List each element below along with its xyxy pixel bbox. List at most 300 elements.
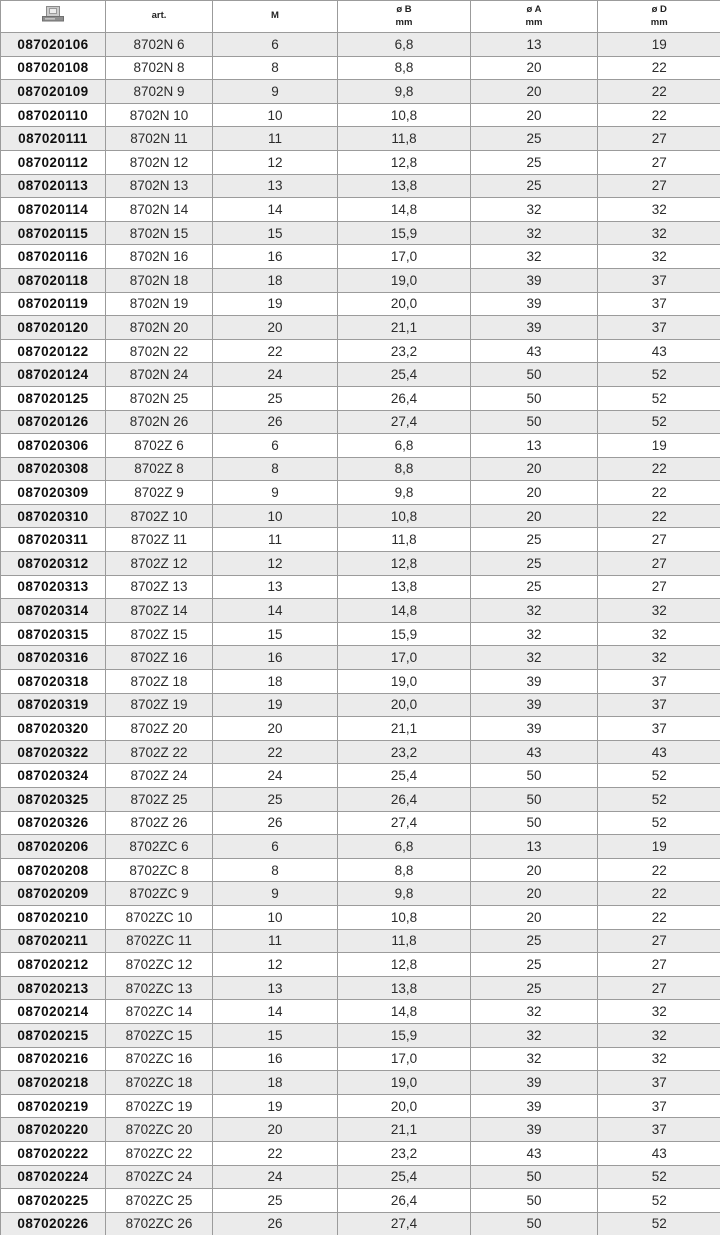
cell-b: 25,4	[338, 363, 471, 387]
cell-b: 9,8	[338, 481, 471, 505]
table-row	[1, 150, 720, 174]
table-row	[1, 481, 720, 505]
table-row	[1, 929, 720, 953]
cell-a: 32	[471, 198, 598, 222]
cell-ean: 087020116	[1, 245, 106, 269]
cell-art: 8702ZC 11	[106, 929, 213, 953]
cell-a: 32	[471, 1000, 598, 1024]
cell-ean: 087020309	[1, 481, 106, 505]
cell-ean: 087020222	[1, 1141, 106, 1165]
cell-art: 8702Z 6	[106, 434, 213, 458]
cell-m: 10	[213, 905, 338, 929]
cell-a: 50	[471, 811, 598, 835]
cell-d: 27	[598, 528, 720, 552]
cell-b: 19,0	[338, 268, 471, 292]
table-row	[1, 693, 720, 717]
cell-b: 21,1	[338, 717, 471, 741]
cell-b: 25,4	[338, 1165, 471, 1189]
cell-d: 27	[598, 929, 720, 953]
cell-d: 32	[598, 599, 720, 623]
cell-b: 14,8	[338, 198, 471, 222]
cell-art: 8702ZC 22	[106, 1141, 213, 1165]
table-row	[1, 1071, 720, 1095]
cell-d: 37	[598, 693, 720, 717]
cell-b: 8,8	[338, 457, 471, 481]
cell-m: 9	[213, 80, 338, 104]
cell-a: 50	[471, 1212, 598, 1235]
table-row	[1, 339, 720, 363]
cell-a: 43	[471, 740, 598, 764]
cell-a: 32	[471, 221, 598, 245]
cell-a: 32	[471, 1047, 598, 1071]
cell-ean: 087020115	[1, 221, 106, 245]
cell-d: 27	[598, 575, 720, 599]
cell-art: 8702N 26	[106, 410, 213, 434]
table-row	[1, 127, 720, 151]
cell-b: 15,9	[338, 1023, 471, 1047]
table-row	[1, 1212, 720, 1235]
header-art	[106, 1, 213, 33]
cell-b: 11,8	[338, 929, 471, 953]
cell-art: 8702Z 13	[106, 575, 213, 599]
cell-art: 8702N 20	[106, 316, 213, 340]
table-row	[1, 316, 720, 340]
cell-m: 15	[213, 221, 338, 245]
cell-a: 32	[471, 1023, 598, 1047]
cell-m: 10	[213, 504, 338, 528]
cell-d: 22	[598, 858, 720, 882]
cell-ean: 087020322	[1, 740, 106, 764]
cell-art: 8702N 10	[106, 103, 213, 127]
cell-b: 6,8	[338, 434, 471, 458]
cell-d: 37	[598, 316, 720, 340]
header-diam-d	[598, 1, 720, 33]
cell-a: 32	[471, 646, 598, 670]
cell-a: 50	[471, 410, 598, 434]
cell-art: 8702N 15	[106, 221, 213, 245]
header-diam-b-label: ø B	[396, 4, 412, 16]
cell-b: 25,4	[338, 764, 471, 788]
cell-a: 39	[471, 1094, 598, 1118]
table-row	[1, 622, 720, 646]
cell-a: 39	[471, 268, 598, 292]
cell-ean: 087020206	[1, 835, 106, 859]
cell-art: 8702Z 22	[106, 740, 213, 764]
cell-d: 27	[598, 127, 720, 151]
table-row	[1, 740, 720, 764]
cell-m: 19	[213, 292, 338, 316]
cell-a: 39	[471, 693, 598, 717]
cell-art: 8702Z 19	[106, 693, 213, 717]
table-row	[1, 1047, 720, 1071]
header-ean	[1, 1, 106, 33]
cell-art: 8702N 16	[106, 245, 213, 269]
cell-m: 24	[213, 363, 338, 387]
cell-d: 37	[598, 717, 720, 741]
cell-art: 8702ZC 18	[106, 1071, 213, 1095]
cell-m: 16	[213, 646, 338, 670]
cell-art: 8702Z 14	[106, 599, 213, 623]
cell-a: 20	[471, 858, 598, 882]
cell-b: 11,8	[338, 127, 471, 151]
cell-b: 15,9	[338, 221, 471, 245]
cell-ean: 087020306	[1, 434, 106, 458]
cell-b: 17,0	[338, 1047, 471, 1071]
cell-b: 19,0	[338, 1071, 471, 1095]
cell-b: 14,8	[338, 599, 471, 623]
cell-ean: 087020112	[1, 150, 106, 174]
cell-d: 27	[598, 552, 720, 576]
cell-art: 8702N 14	[106, 198, 213, 222]
cell-art: 8702Z 12	[106, 552, 213, 576]
table-row	[1, 905, 720, 929]
cell-m: 13	[213, 976, 338, 1000]
cell-d: 32	[598, 198, 720, 222]
cell-m: 8	[213, 457, 338, 481]
cell-m: 12	[213, 150, 338, 174]
cell-b: 19,0	[338, 670, 471, 694]
cell-ean: 087020325	[1, 788, 106, 812]
table-row	[1, 80, 720, 104]
cell-d: 43	[598, 1141, 720, 1165]
table-row	[1, 670, 720, 694]
cell-b: 12,8	[338, 953, 471, 977]
cell-d: 27	[598, 953, 720, 977]
cell-m: 15	[213, 1023, 338, 1047]
cell-a: 32	[471, 245, 598, 269]
cell-b: 10,8	[338, 905, 471, 929]
table-row	[1, 717, 720, 741]
cell-a: 20	[471, 882, 598, 906]
table-row	[1, 1094, 720, 1118]
cell-b: 11,8	[338, 528, 471, 552]
cell-m: 10	[213, 103, 338, 127]
cell-m: 9	[213, 481, 338, 505]
cell-ean: 087020113	[1, 174, 106, 198]
cell-b: 14,8	[338, 1000, 471, 1024]
cell-d: 27	[598, 976, 720, 1000]
cell-d: 43	[598, 339, 720, 363]
cell-a: 25	[471, 127, 598, 151]
cell-a: 32	[471, 622, 598, 646]
cell-ean: 087020324	[1, 764, 106, 788]
cell-b: 6,8	[338, 33, 471, 57]
cell-m: 14	[213, 599, 338, 623]
cell-art: 8702N 18	[106, 268, 213, 292]
cell-art: 8702N 9	[106, 80, 213, 104]
cell-art: 8702Z 15	[106, 622, 213, 646]
table-row	[1, 858, 720, 882]
cell-a: 25	[471, 528, 598, 552]
cell-a: 25	[471, 150, 598, 174]
cell-ean: 087020219	[1, 1094, 106, 1118]
cell-a: 20	[471, 481, 598, 505]
cell-art: 8702ZC 8	[106, 858, 213, 882]
cell-a: 50	[471, 363, 598, 387]
cell-d: 32	[598, 1000, 720, 1024]
cell-b: 23,2	[338, 339, 471, 363]
cell-d: 19	[598, 33, 720, 57]
cell-d: 52	[598, 1212, 720, 1235]
cell-m: 16	[213, 245, 338, 269]
cell-m: 18	[213, 1071, 338, 1095]
table-row	[1, 764, 720, 788]
cell-b: 12,8	[338, 552, 471, 576]
cell-b: 10,8	[338, 103, 471, 127]
cell-b: 8,8	[338, 858, 471, 882]
cell-art: 8702Z 25	[106, 788, 213, 812]
cell-art: 8702ZC 6	[106, 835, 213, 859]
cell-d: 52	[598, 811, 720, 835]
cell-m: 25	[213, 1189, 338, 1213]
cell-a: 20	[471, 56, 598, 80]
cell-b: 20,0	[338, 1094, 471, 1118]
table-row	[1, 434, 720, 458]
table-row	[1, 174, 720, 198]
cell-a: 25	[471, 575, 598, 599]
cell-ean: 087020106	[1, 33, 106, 57]
cell-m: 18	[213, 670, 338, 694]
cell-a: 50	[471, 1189, 598, 1213]
header-m-label: M	[271, 10, 279, 22]
cell-m: 16	[213, 1047, 338, 1071]
cell-art: 8702Z 8	[106, 457, 213, 481]
cell-art: 8702Z 11	[106, 528, 213, 552]
cell-art: 8702N 24	[106, 363, 213, 387]
cell-m: 22	[213, 339, 338, 363]
table-row	[1, 33, 720, 57]
cell-m: 11	[213, 528, 338, 552]
cell-ean: 087020313	[1, 575, 106, 599]
cell-d: 52	[598, 1189, 720, 1213]
cell-b: 21,1	[338, 1118, 471, 1142]
cell-d: 27	[598, 174, 720, 198]
cell-m: 14	[213, 198, 338, 222]
cell-d: 52	[598, 410, 720, 434]
cell-a: 25	[471, 953, 598, 977]
cell-d: 52	[598, 788, 720, 812]
cell-m: 13	[213, 575, 338, 599]
cell-ean: 087020314	[1, 599, 106, 623]
table-row	[1, 528, 720, 552]
cell-m: 8	[213, 858, 338, 882]
table-row	[1, 56, 720, 80]
cell-art: 8702N 12	[106, 150, 213, 174]
cell-art: 8702ZC 24	[106, 1165, 213, 1189]
table-row	[1, 1141, 720, 1165]
cell-m: 22	[213, 740, 338, 764]
cell-d: 19	[598, 835, 720, 859]
table-row	[1, 363, 720, 387]
cell-d: 22	[598, 103, 720, 127]
cell-d: 22	[598, 80, 720, 104]
cell-a: 25	[471, 552, 598, 576]
table-row	[1, 976, 720, 1000]
cell-art: 8702N 6	[106, 33, 213, 57]
cell-d: 32	[598, 1047, 720, 1071]
cell-m: 24	[213, 764, 338, 788]
cell-a: 50	[471, 764, 598, 788]
cell-m: 26	[213, 1212, 338, 1235]
cell-art: 8702N 22	[106, 339, 213, 363]
cell-b: 20,0	[338, 693, 471, 717]
cell-d: 32	[598, 1023, 720, 1047]
cell-ean: 087020109	[1, 80, 106, 104]
cell-ean: 087020120	[1, 316, 106, 340]
table-row	[1, 1023, 720, 1047]
header-diam-d-unit: mm	[650, 16, 668, 28]
cell-a: 13	[471, 835, 598, 859]
cell-m: 19	[213, 1094, 338, 1118]
cell-a: 39	[471, 316, 598, 340]
cell-a: 43	[471, 1141, 598, 1165]
cell-ean: 087020209	[1, 882, 106, 906]
table-row	[1, 646, 720, 670]
cell-a: 20	[471, 457, 598, 481]
cell-ean: 087020110	[1, 103, 106, 127]
table-row	[1, 221, 720, 245]
cell-a: 20	[471, 905, 598, 929]
cell-ean: 087020125	[1, 386, 106, 410]
cell-art: 8702ZC 25	[106, 1189, 213, 1213]
cell-ean: 087020118	[1, 268, 106, 292]
cell-b: 17,0	[338, 646, 471, 670]
table-row	[1, 103, 720, 127]
cell-m: 20	[213, 1118, 338, 1142]
cell-m: 8	[213, 56, 338, 80]
cell-art: 8702ZC 10	[106, 905, 213, 929]
table-row	[1, 835, 720, 859]
cell-d: 37	[598, 292, 720, 316]
cell-b: 6,8	[338, 835, 471, 859]
cell-a: 25	[471, 174, 598, 198]
cell-b: 13,8	[338, 174, 471, 198]
cell-a: 39	[471, 292, 598, 316]
cell-ean: 087020225	[1, 1189, 106, 1213]
cell-art: 8702ZC 26	[106, 1212, 213, 1235]
cell-ean: 087020226	[1, 1212, 106, 1235]
cell-ean: 087020122	[1, 339, 106, 363]
cell-ean: 087020208	[1, 858, 106, 882]
cell-art: 8702Z 20	[106, 717, 213, 741]
cell-b: 27,4	[338, 410, 471, 434]
cell-a: 20	[471, 504, 598, 528]
cell-art: 8702ZC 14	[106, 1000, 213, 1024]
table-header	[1, 1, 720, 33]
cell-a: 13	[471, 434, 598, 458]
cell-a: 20	[471, 80, 598, 104]
cell-art: 8702N 19	[106, 292, 213, 316]
table-row	[1, 575, 720, 599]
header-diam-b	[338, 1, 471, 33]
cell-m: 12	[213, 953, 338, 977]
cell-a: 39	[471, 717, 598, 741]
cell-m: 25	[213, 386, 338, 410]
cell-ean: 087020316	[1, 646, 106, 670]
cell-b: 10,8	[338, 504, 471, 528]
cell-ean: 087020215	[1, 1023, 106, 1047]
header-m	[213, 1, 338, 33]
cell-a: 39	[471, 1118, 598, 1142]
cell-b: 8,8	[338, 56, 471, 80]
cell-ean: 087020220	[1, 1118, 106, 1142]
cell-ean: 087020320	[1, 717, 106, 741]
cell-m: 20	[213, 316, 338, 340]
table-row	[1, 1165, 720, 1189]
cell-a: 25	[471, 929, 598, 953]
cell-ean: 087020224	[1, 1165, 106, 1189]
cell-ean: 087020218	[1, 1071, 106, 1095]
cell-d: 52	[598, 386, 720, 410]
cell-art: 8702Z 9	[106, 481, 213, 505]
cell-m: 15	[213, 622, 338, 646]
cell-ean: 087020210	[1, 905, 106, 929]
cell-ean: 087020119	[1, 292, 106, 316]
table-row	[1, 245, 720, 269]
cell-ean: 087020326	[1, 811, 106, 835]
cell-b: 26,4	[338, 386, 471, 410]
cell-ean: 087020213	[1, 976, 106, 1000]
cell-d: 37	[598, 268, 720, 292]
table-body	[1, 33, 720, 1236]
cell-ean: 087020211	[1, 929, 106, 953]
cell-b: 15,9	[338, 622, 471, 646]
cell-art: 8702ZC 13	[106, 976, 213, 1000]
cell-d: 37	[598, 670, 720, 694]
cell-ean: 087020311	[1, 528, 106, 552]
cell-m: 6	[213, 33, 338, 57]
cell-art: 8702N 11	[106, 127, 213, 151]
cell-m: 19	[213, 693, 338, 717]
cell-ean: 087020312	[1, 552, 106, 576]
cell-art: 8702N 13	[106, 174, 213, 198]
cell-b: 27,4	[338, 811, 471, 835]
cell-art: 8702ZC 19	[106, 1094, 213, 1118]
table-row	[1, 292, 720, 316]
cell-b: 12,8	[338, 150, 471, 174]
cell-d: 37	[598, 1094, 720, 1118]
cell-d: 32	[598, 622, 720, 646]
table-row	[1, 1118, 720, 1142]
cell-art: 8702Z 26	[106, 811, 213, 835]
cell-art: 8702Z 16	[106, 646, 213, 670]
cell-a: 25	[471, 976, 598, 1000]
cell-m: 14	[213, 1000, 338, 1024]
cell-ean: 087020318	[1, 670, 106, 694]
table-row	[1, 1000, 720, 1024]
cell-d: 27	[598, 150, 720, 174]
cell-d: 37	[598, 1071, 720, 1095]
cell-art: 8702N 8	[106, 56, 213, 80]
cell-a: 39	[471, 1071, 598, 1095]
cell-b: 9,8	[338, 882, 471, 906]
cell-d: 52	[598, 764, 720, 788]
cell-b: 9,8	[338, 80, 471, 104]
header-diam-b-unit: mm	[395, 16, 413, 28]
table-row	[1, 268, 720, 292]
cell-a: 20	[471, 103, 598, 127]
header-diam-d-label: ø D	[651, 4, 667, 16]
cell-m: 20	[213, 717, 338, 741]
cell-art: 8702ZC 12	[106, 953, 213, 977]
cell-m: 25	[213, 788, 338, 812]
table-row	[1, 1189, 720, 1213]
cell-d: 22	[598, 905, 720, 929]
cell-art: 8702Z 24	[106, 764, 213, 788]
cell-m: 11	[213, 127, 338, 151]
cell-d: 22	[598, 481, 720, 505]
cell-b: 13,8	[338, 976, 471, 1000]
